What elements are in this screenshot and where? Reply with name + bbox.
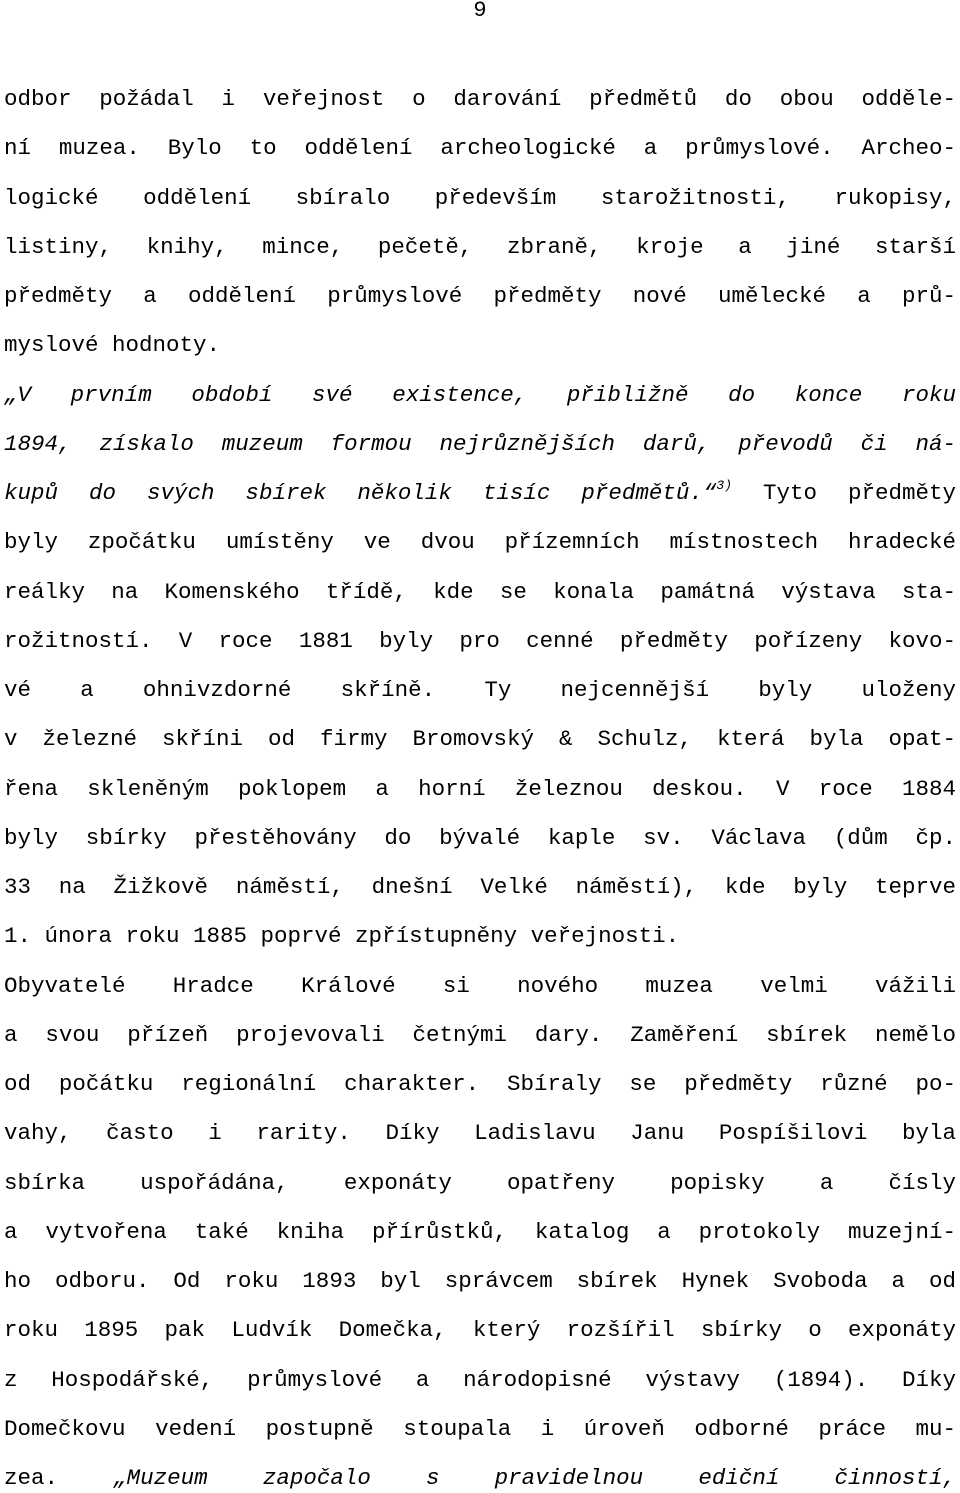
text-segment: logické oddělení sbíralo především starožitnosti, rukopisy, — [4, 185, 956, 211]
text-segment: od počátku regionální charakter. Sbíraly se předměty různé po- — [4, 1071, 956, 1097]
text-segment: byly sbírky přestěhovány do bývalé kaple sv. Václava (dům čp. — [4, 825, 956, 851]
text-line — [4, 1266, 956, 1296]
text-segment: listiny, knihy, mince, pečetě, zbraně, kroje a jiné starší — [4, 234, 956, 260]
text-line — [4, 823, 956, 853]
text-segment: rožitností. V roce 1881 byly pro cenné předměty pořízeny kovo- — [4, 628, 956, 654]
text-segment: 33 na Žižkově náměstí, dnešní Velké náměstí), kde byly teprve — [4, 874, 956, 900]
text-segment: odbor požádal i veřejnost o darování předmětů do obou odděle- — [4, 86, 956, 112]
text-line — [4, 133, 956, 163]
page-number: 9 — [473, 0, 487, 23]
text-segment: roku 1895 pak Ludvík Domečka, který rozšířil sbírky o exponáty — [4, 1317, 956, 1343]
text-line — [4, 330, 956, 360]
text-segment: Domečkovu vedení postupně stoupala i úroveň odborné práce mu- — [4, 1416, 956, 1442]
text-line — [4, 675, 956, 705]
text-segment: zea. — [4, 1465, 114, 1491]
text-segment: ho odboru. Od roku 1893 byl správcem sbírek Hynek Svoboda a od — [4, 1268, 956, 1294]
text-line — [4, 921, 956, 951]
text-segment: myslové hodnoty. — [4, 332, 221, 358]
text-segment: Obyvatelé Hradce Králové si nového muzea velmi vážili — [4, 973, 956, 999]
text-line — [4, 577, 956, 607]
quoted-text: „Muzeum započalo s pravidelnou ediční činností, — [113, 1465, 956, 1491]
text-segment: a svou přízeň projevovali četnými dary. Zaměření sbírek nemělo — [4, 1022, 956, 1048]
text-line — [4, 872, 956, 902]
text-segment: byly zpočátku umístěny ve dvou přízemních místnostech hradecké — [4, 529, 956, 555]
text-segment: a vytvořena také kniha přírůstků, katalog a protokoly muzejní- — [4, 1219, 956, 1245]
text-line — [4, 1168, 956, 1198]
text-segment: reálky na Komenského třídě, kde se konala památná výstava sta- — [4, 579, 956, 605]
text-line — [4, 429, 956, 459]
text-segment: v železné skříni od firmy Bromovský & Schulz, která byla opat- — [4, 726, 956, 752]
text-line — [4, 380, 956, 410]
text-segment: Tyto předměty — [732, 480, 956, 506]
text-line — [4, 1365, 956, 1395]
text-line — [4, 626, 956, 656]
text-segment: sbírka uspořádána, exponáty opatřeny popisky a čísly — [4, 1170, 956, 1196]
text-line — [4, 183, 956, 213]
text-line — [4, 1414, 956, 1444]
text-segment: vahy, často i rarity. Díky Ladislavu Janu Pospíšilovi byla — [4, 1120, 956, 1146]
text-segment: z Hospodářské, průmyslové a národopisné výstavy (1894). Díky — [4, 1367, 956, 1393]
text-line — [4, 1069, 956, 1099]
quoted-text: „V prvním období své existence, přibližně do konce roku — [4, 382, 956, 408]
text-line — [4, 1217, 956, 1247]
text-segment: předměty a oddělení průmyslové předměty nové umělecké a prů- — [4, 283, 956, 309]
quoted-text: kupů do svých sbírek několik tisíc předmětů.“ — [4, 480, 717, 506]
text-line — [4, 774, 956, 804]
text-line — [4, 84, 956, 114]
text-segment: ní muzea. Bylo to oddělení archeologické a průmyslové. Archeo- — [4, 135, 956, 161]
text-line — [4, 478, 956, 508]
text-line — [4, 232, 956, 262]
text-line — [4, 1020, 956, 1050]
text-line — [4, 971, 956, 1001]
text-line — [4, 724, 956, 754]
text-segment: vé a ohnivzdorné skříně. Ty nejcennější byly uloženy — [4, 677, 956, 703]
text-line — [4, 281, 956, 311]
text-segment: řena skleněným poklopem a horní železnou deskou. V roce 1884 — [4, 776, 956, 802]
text-line — [4, 1315, 956, 1345]
text-line — [4, 1463, 956, 1493]
text-segment: 1. února roku 1885 poprvé zpřístupněny veřejnosti. — [4, 923, 680, 949]
footnote-reference: 3) — [716, 478, 733, 493]
text-line — [4, 1118, 956, 1148]
text-line — [4, 527, 956, 557]
quoted-text: 1894, získalo muzeum formou nejrůznějších darů, převodů či ná- — [4, 431, 956, 457]
